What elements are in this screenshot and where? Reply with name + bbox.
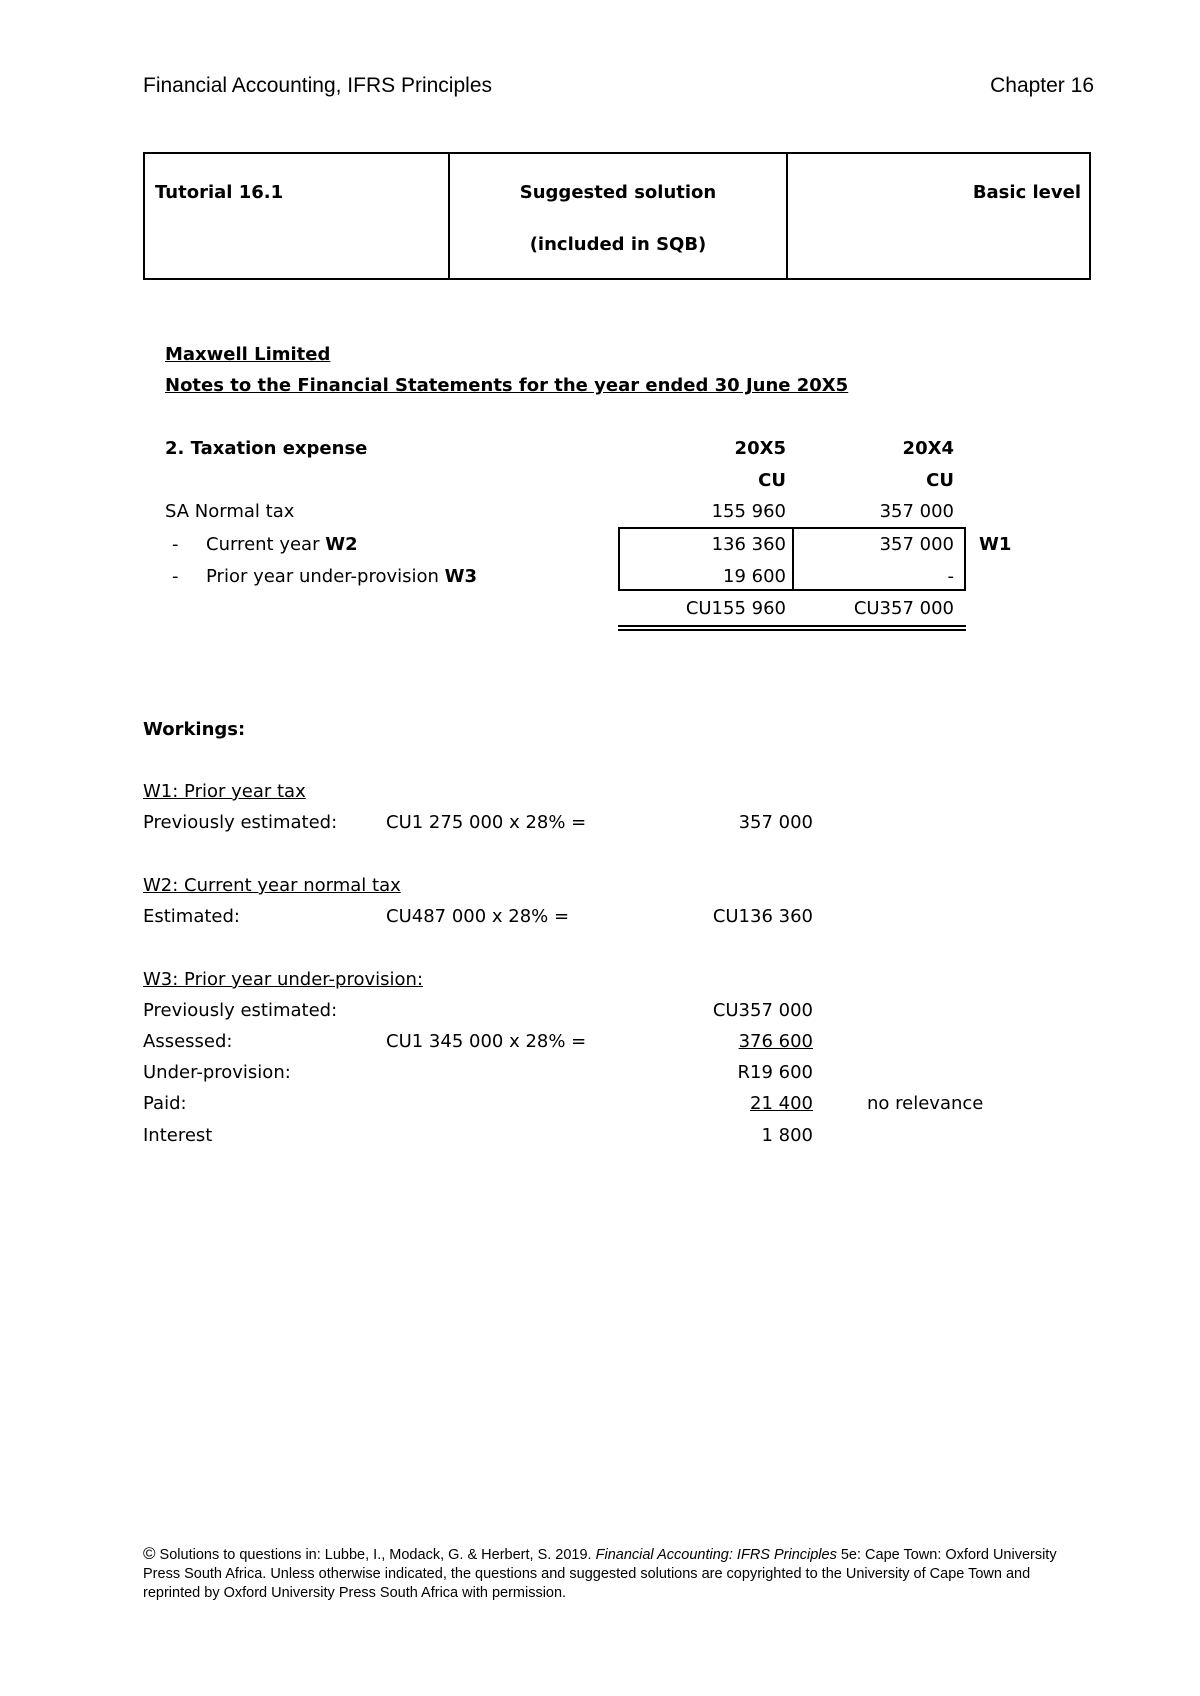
w3-value: 21 400 xyxy=(750,1093,813,1114)
w3-label: Paid: xyxy=(143,1093,187,1114)
total-underline xyxy=(618,625,966,627)
row-bullet: - xyxy=(172,566,179,587)
total-20x5: CU155 960 xyxy=(685,598,786,619)
w3-label: Assessed: xyxy=(143,1031,233,1052)
tutorial-box xyxy=(143,152,1091,280)
row-label: Prior year under-provision W3 xyxy=(206,566,478,587)
row-value-20x5: 136 360 xyxy=(711,534,786,555)
company-name: Maxwell Limited xyxy=(165,344,331,365)
row-value-20x4: 357 000 xyxy=(879,534,954,555)
w2-calc: CU487 000 x 28% = xyxy=(386,906,570,927)
col-header-20x4: 20X4 xyxy=(902,438,954,459)
working-ref: W3 xyxy=(444,566,478,587)
note-heading: 2. Taxation expense xyxy=(165,438,368,459)
tutorial-label: Tutorial 16.1 xyxy=(155,182,284,203)
box-divider xyxy=(786,154,788,278)
row-value-20x5: 155 960 xyxy=(711,501,786,522)
w3-note: no relevance xyxy=(867,1093,984,1114)
row-label: SA Normal tax xyxy=(165,501,295,522)
row-bullet: - xyxy=(172,534,179,555)
workings-title: Workings: xyxy=(143,719,246,740)
detail-box-divider xyxy=(792,527,794,591)
header-right: Chapter 16 xyxy=(990,74,1094,97)
w2-value: CU136 360 xyxy=(712,906,813,927)
w2-label: Estimated: xyxy=(143,906,240,927)
w3-value: R19 600 xyxy=(737,1062,813,1083)
side-ref-w1: W1 xyxy=(979,534,1012,555)
row-label: Current year W2 xyxy=(206,534,358,555)
unit-20x4: CU xyxy=(926,470,954,491)
unit-20x5: CU xyxy=(758,470,786,491)
w3-value: CU357 000 xyxy=(712,1000,813,1021)
w3-label: Under-provision: xyxy=(143,1062,291,1083)
w1-label: Previously estimated: xyxy=(143,812,338,833)
row-value-20x5: 19 600 xyxy=(723,566,786,587)
w3-calc: CU1 345 000 x 28% = xyxy=(386,1031,587,1052)
header-left: Financial Accounting, IFRS Principles xyxy=(143,74,492,97)
working-ref: W2 xyxy=(325,534,358,555)
w1-title: W1: Prior year tax xyxy=(143,781,306,802)
col-header-20x5: 20X5 xyxy=(734,438,786,459)
w3-value: 1 800 xyxy=(761,1125,813,1146)
row-value-20x4: 357 000 xyxy=(879,501,954,522)
included-label: (included in SQB) xyxy=(529,234,707,255)
row-value-20x4: - xyxy=(947,566,954,587)
copyright-icon: © xyxy=(143,1544,156,1563)
solution-label: Suggested solution xyxy=(519,182,717,203)
w2-title: W2: Current year normal tax xyxy=(143,875,401,896)
copyright-footer: © Solutions to questions in: Lubbe, I., Modack, G. & Herbert, S. 2019. Financial Accounting: IFRS Principles 5e: Cape Town: Oxford University Press South Africa. Unless otherwise indicated, the questions and suggested solutions are copyrighted to the University of Cape Town and reprinted by Oxford University Press South Africa with permission. xyxy=(143,1544,1057,1601)
w1-value: 357 000 xyxy=(738,812,813,833)
total-underline xyxy=(618,629,966,631)
w3-title: W3: Prior year under-provision: xyxy=(143,969,424,990)
w3-label: Interest xyxy=(143,1125,213,1146)
total-20x4: CU357 000 xyxy=(853,598,954,619)
notes-title: Notes to the Financial Statements for the year ended 30 June 20X5 xyxy=(165,375,849,396)
w1-calc: CU1 275 000 x 28% = xyxy=(386,812,587,833)
level-label: Basic level xyxy=(972,182,1081,203)
box-divider xyxy=(448,154,450,278)
w3-label: Previously estimated: xyxy=(143,1000,338,1021)
w3-value: 376 600 xyxy=(738,1031,813,1052)
